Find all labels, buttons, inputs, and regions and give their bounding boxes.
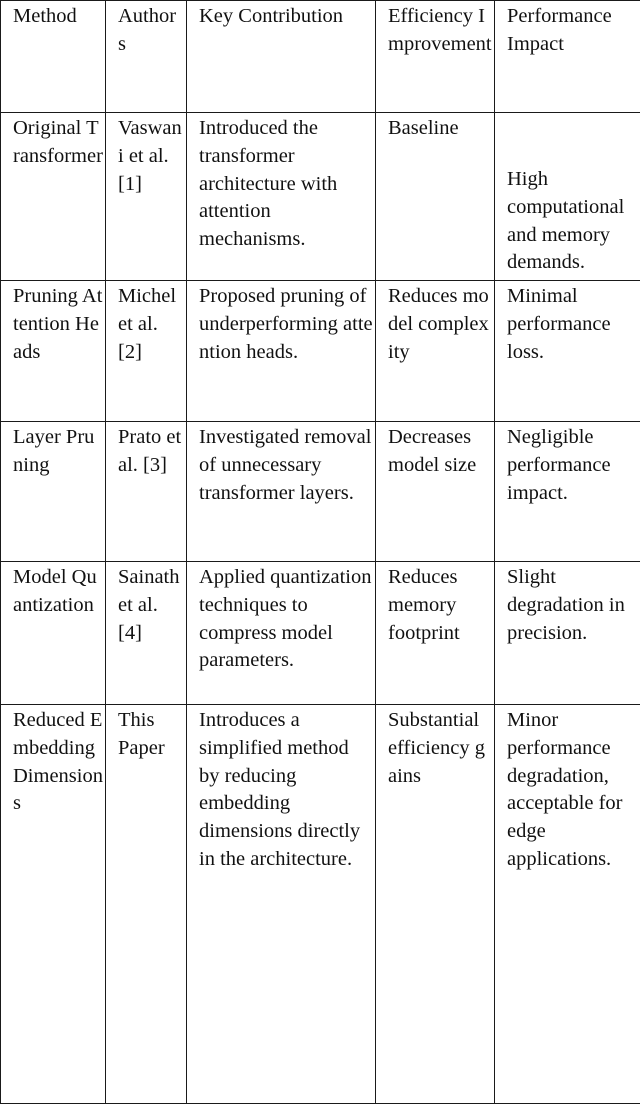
cell-performance: Minimal performance loss. [495,281,640,422]
cell-method: Model Quantization [1,562,106,705]
cell-method: Original Transformer [1,113,106,281]
cell-efficiency: Substantial efficiency gains [376,705,495,1104]
cell-efficiency: Reduces memory footprint [376,562,495,705]
cell-authors: Prato et al. [3] [106,422,187,562]
cell-contribution: Investigated removal of unnecessary transformer layers. [187,422,376,562]
cell-authors: Vaswani et al. [1] [106,113,187,281]
header-method: Method [1,1,106,113]
cell-contribution: Applied quantization techniques to compress model parameters. [187,562,376,705]
performance-line: and memory [507,224,610,246]
cell-performance: Slight degradation in precision. [495,562,640,705]
cell-method: Layer Pruning [1,422,106,562]
table-row [1,281,640,422]
cell-contribution: Introduced the transformer architecture with attention mechanisms. [187,113,376,281]
cell-performance [495,113,640,281]
cell-performance: Minor performance degradation, acceptable for edge applications. [495,705,640,1104]
cell-contribution: Introduces a simplified method by reducing embedding dimensions directly in the architecture. [187,705,376,1104]
cell-method: Reduced Embedding Dimensions [1,705,106,1104]
header-performance: Performance Impact [495,1,640,113]
cell-authors: Sainath et al. [4] [106,562,187,705]
cell-contribution: Proposed pruning of underperforming attention heads. [187,281,376,422]
header-row [1,1,640,113]
cell-efficiency: Reduces model complexity [376,281,495,422]
header-efficiency: Efficiency Improvement [376,1,495,113]
table-row [1,562,640,705]
cell-authors: This Paper [106,705,187,1104]
cell-efficiency: Decreases model size [376,422,495,562]
header-key-contribution: Key Contribution [187,1,376,113]
performance-line: demands. [507,251,585,273]
cell-performance: Negligible performance impact. [495,422,640,562]
table-row [1,705,640,1104]
cell-authors: Michel et al. [2] [106,281,187,422]
table-row [1,113,640,281]
table-row [1,422,640,562]
cell-method: Pruning Attention Heads [1,281,106,422]
performance-line: High [507,168,548,190]
cell-efficiency: Baseline [376,113,495,281]
performance-line: computational [507,196,624,218]
header-authors: Authors [106,1,187,113]
